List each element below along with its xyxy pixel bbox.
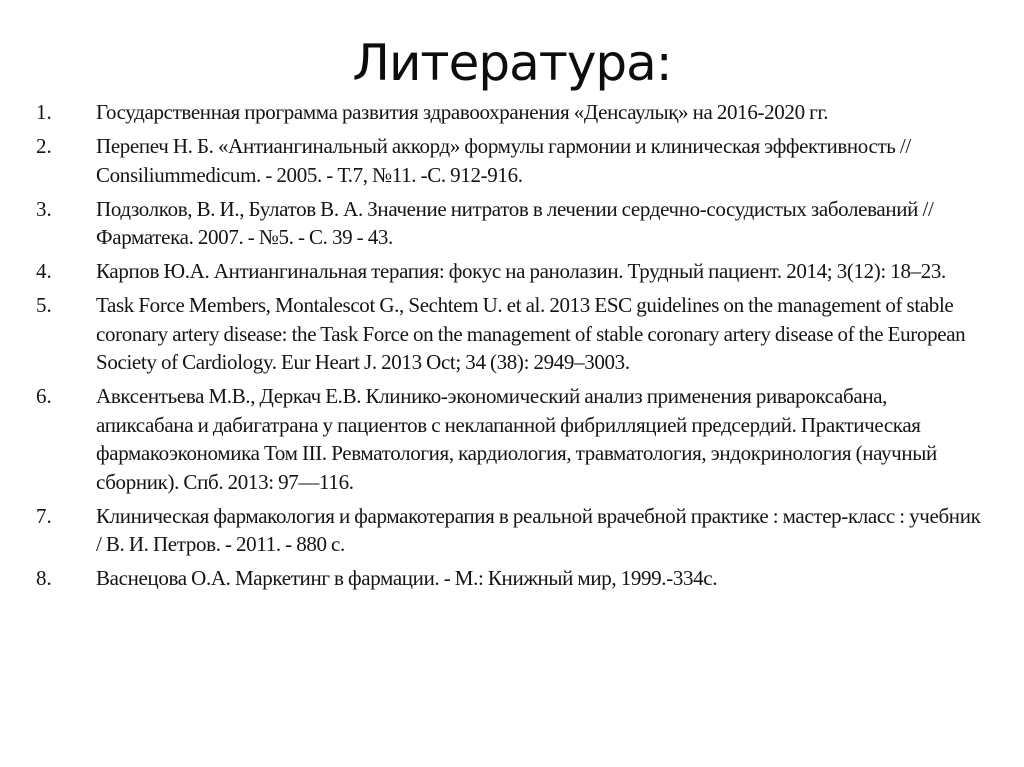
reference-item [36,257,986,286]
reference-number: 2. [36,134,52,158]
reference-number: 7. [36,503,52,528]
reference-text: Государственная программа развития здравоохранения «Денсаулық» на 2016-2020 гг. [96,100,829,124]
reference-text: Подзолков, В. И., Булатов В. А. Значение нитратов в лечении сердечно-сосудистых заболеваний // Фарматека. 2007. - №5. - С. 39 - 43. [96,196,934,249]
reference-number: 3. [36,196,52,221]
reference-text: Карпов Ю.А. Антиангинальная терапия: фокус на ранолазин. Трудный пациент. 2014; 3(12): 18–23. [96,259,946,283]
reference-item [36,564,986,593]
reference-item [36,291,986,377]
reference-number: 6. [36,384,52,408]
reference-item [36,132,986,189]
reference-text: Васнецова О.А. Маркетинг в фармации. - М.: Книжный мир, 1999.-334с. [96,566,718,590]
reference-text: Перепеч Н. Б. «Антиангинальный аккорд» формулы гармонии и клиническая эффективность // Consiliummedicum. - 2005. - Т.7, №11. -С. 912-916. [96,134,911,187]
reference-text: Task Force Members, Montalescot G., Sechtem U. et al. 2013 ESC guidelines on the management of stable coronary artery disease: the Task Force on the management of stable coronary artery disease of the European Society of Cardiology. Eur Heart J. 2013 Oct; 34 (38): 2949–3003. [96,293,966,374]
reference-item [36,98,986,127]
reference-item [36,502,986,559]
reference-number: 8. [36,566,52,590]
reference-number: 1. [36,100,52,124]
reference-number: 5. [36,293,52,317]
slide-title: Литература: [352,34,672,92]
reference-text: Клиническая фармакология и фармакотерапия в реальной врачебной практике : мастер-класс : учебник / В. И. Петров. - 2011. - 880 с. [96,503,981,556]
reference-number: 4. [36,259,52,283]
reference-text: Авксентьева М.В., Деркач Е.В. Клинико-экономический анализ применения ривароксабана, апиксабана и дабигатрана у пациентов с неклапанной фибрилляцией предсердий. Практическая фармакоэкономика Том III. Ревматология, кардиология, травматология, эндокринология (научный сборник). Спб. 2013: 97—116. [96,384,937,494]
reference-item [36,195,986,252]
reference-item [36,382,986,496]
reference-list [36,98,986,598]
